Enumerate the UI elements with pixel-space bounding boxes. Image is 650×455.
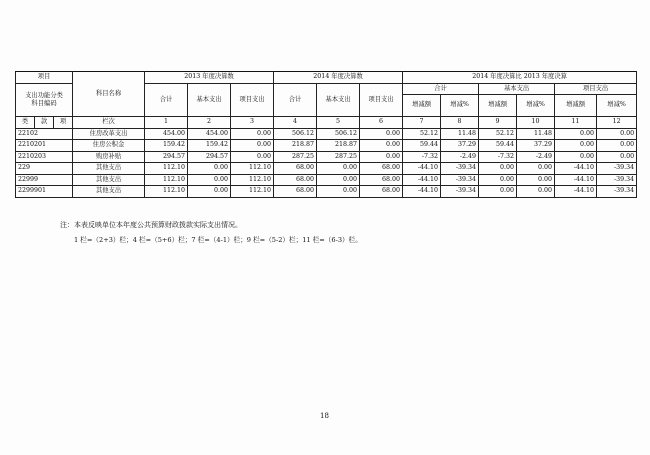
- header-2013-basic: 基本支出: [188, 84, 231, 117]
- row-value-cell: 454.00: [145, 128, 188, 140]
- row-value-cell: 287.25: [274, 151, 317, 163]
- header-compare-group: 2014 年度决算比 2013 年度决算: [403, 72, 637, 84]
- row-value-cell: 68.00: [274, 174, 317, 186]
- header-incr-pct-total: 增减%: [441, 95, 479, 117]
- header-incr-pct-basic: 增减%: [517, 95, 555, 117]
- row-code: 22999: [16, 174, 73, 186]
- row-value-cell: 0.00: [555, 128, 597, 140]
- row-subject-name: 住房改革支出: [73, 128, 145, 140]
- header-kuan: 款: [35, 117, 54, 129]
- row-value-cell: -2.49: [441, 151, 479, 163]
- column-number-cell: 5: [317, 117, 360, 129]
- row-value-cell: 112.10: [145, 186, 188, 198]
- table-row: [16, 163, 637, 175]
- row-value-cell: 0.00: [231, 140, 274, 152]
- column-number-cell: 4: [274, 117, 317, 129]
- row-subject-name: 其他支出: [73, 174, 145, 186]
- column-number-cell: 9: [479, 117, 517, 129]
- row-value-cell: 37.29: [517, 140, 555, 152]
- header-incr-amount-project: 增减额: [555, 95, 597, 117]
- row-value-cell: 11.48: [517, 128, 555, 140]
- row-value-cell: 506.12: [317, 128, 360, 140]
- row-value-cell: 0.00: [188, 174, 231, 186]
- row-value-cell: 0.00: [317, 186, 360, 198]
- header-compare-basic: 基本支出: [479, 84, 555, 95]
- row-subject-name: 住房公积金: [73, 140, 145, 152]
- header-2014-group: 2014 年度决算数: [274, 72, 403, 84]
- row-value-cell: 159.42: [188, 140, 231, 152]
- row-value-cell: 0.00: [479, 163, 517, 175]
- row-value-cell: 0.00: [231, 151, 274, 163]
- column-number-cell: 10: [517, 117, 555, 129]
- row-value-cell: 0.00: [360, 128, 403, 140]
- row-value-cell: 68.00: [274, 186, 317, 198]
- row-value-cell: -7.32: [479, 151, 517, 163]
- row-value-cell: 287.25: [317, 151, 360, 163]
- row-value-cell: 68.00: [360, 163, 403, 175]
- header-compare-project: 项目支出: [555, 84, 637, 95]
- row-value-cell: 159.42: [145, 140, 188, 152]
- table-row: [16, 174, 637, 186]
- header-2013-group: 2013 年度决算数: [145, 72, 274, 84]
- column-number-cell: 3: [231, 117, 274, 129]
- row-value-cell: 0.00: [188, 163, 231, 175]
- row-value-cell: 294.57: [188, 151, 231, 163]
- row-value-cell: 0.00: [555, 151, 597, 163]
- row-value-cell: 454.00: [188, 128, 231, 140]
- row-value-cell: -39.34: [597, 186, 637, 198]
- row-value-cell: 68.00: [274, 163, 317, 175]
- table-row: [16, 186, 637, 198]
- row-value-cell: 294.57: [145, 151, 188, 163]
- row-value-cell: 218.87: [274, 140, 317, 152]
- header-xiang: 项: [54, 117, 73, 129]
- row-value-cell: 52.12: [479, 128, 517, 140]
- row-value-cell: 59.44: [403, 140, 441, 152]
- row-value-cell: -39.34: [597, 163, 637, 175]
- row-value-cell: -44.10: [403, 163, 441, 175]
- column-number-cell: 7: [403, 117, 441, 129]
- row-value-cell: 0.00: [317, 163, 360, 175]
- row-value-cell: 0.00: [317, 174, 360, 186]
- row-value-cell: -39.34: [441, 174, 479, 186]
- header-lei: 类: [16, 117, 35, 129]
- row-value-cell: -44.10: [555, 163, 597, 175]
- row-value-cell: 112.10: [231, 163, 274, 175]
- row-code: 2210201: [16, 140, 73, 152]
- column-number-cell: 1: [145, 117, 188, 129]
- header-incr-amount-total: 增减额: [403, 95, 441, 117]
- row-subject-name: 购房补贴: [73, 151, 145, 163]
- header-incr-pct-project: 增减%: [597, 95, 637, 117]
- row-value-cell: 0.00: [517, 163, 555, 175]
- row-value-cell: 0.00: [517, 174, 555, 186]
- page-number: 18: [320, 412, 329, 420]
- header-2014-project: 项目支出: [360, 84, 403, 117]
- column-number-cell: 11: [555, 117, 597, 129]
- row-subject-name: 其他支出: [73, 186, 145, 198]
- row-value-cell: 506.12: [274, 128, 317, 140]
- header-compare-total: 合计: [403, 84, 479, 95]
- table-note: 注：本表反映单位本年度公共预算财政拨款实际支出情况。: [60, 221, 242, 229]
- row-value-cell: -44.10: [555, 186, 597, 198]
- header-item: 项目: [16, 72, 73, 84]
- row-value-cell: 0.00: [360, 151, 403, 163]
- row-value-cell: 0.00: [517, 186, 555, 198]
- row-value-cell: 52.12: [403, 128, 441, 140]
- row-value-cell: 0.00: [597, 128, 637, 140]
- row-value-cell: -7.32: [403, 151, 441, 163]
- table-formula: 1 栏=（2+3）栏；4 栏=（5+6）栏；7 栏=（4-1）栏；9 栏=（5-2）栏；11 栏=（6-3）栏。: [74, 236, 362, 244]
- row-value-cell: -44.10: [403, 186, 441, 198]
- row-code: 2299901: [16, 186, 73, 198]
- budget-expenditure-table: [15, 71, 637, 198]
- header-col-label: 栏次: [73, 117, 145, 129]
- row-value-cell: 112.10: [231, 174, 274, 186]
- row-value-cell: 59.44: [479, 140, 517, 152]
- row-code: 229: [16, 163, 73, 175]
- row-value-cell: 37.29: [441, 140, 479, 152]
- row-value-cell: -39.34: [441, 163, 479, 175]
- column-number-cell: 2: [188, 117, 231, 129]
- row-code: 2210203: [16, 151, 73, 163]
- header-2014-total: 合计: [274, 84, 317, 117]
- table-row: [16, 128, 637, 140]
- row-value-cell: 0.00: [597, 140, 637, 152]
- table-row: [16, 140, 637, 152]
- row-value-cell: 0.00: [555, 140, 597, 152]
- row-value-cell: -44.10: [403, 174, 441, 186]
- table-row: [16, 151, 637, 163]
- row-value-cell: 0.00: [597, 151, 637, 163]
- column-number-cell: 12: [597, 117, 637, 129]
- header-2013-project: 项目支出: [231, 84, 274, 117]
- row-value-cell: 218.87: [317, 140, 360, 152]
- header-2013-total: 合计: [145, 84, 188, 117]
- header-incr-amount-basic: 增减额: [479, 95, 517, 117]
- row-value-cell: 11.48: [441, 128, 479, 140]
- row-value-cell: 0.00: [479, 186, 517, 198]
- row-value-cell: 68.00: [360, 174, 403, 186]
- row-value-cell: -44.10: [555, 174, 597, 186]
- column-number-cell: 8: [441, 117, 479, 129]
- row-value-cell: -39.34: [441, 186, 479, 198]
- row-value-cell: -39.34: [597, 174, 637, 186]
- row-value-cell: 0.00: [479, 174, 517, 186]
- row-value-cell: 0.00: [188, 186, 231, 198]
- row-value-cell: 0.00: [360, 140, 403, 152]
- row-value-cell: 0.00: [231, 128, 274, 140]
- header-func-code: 支出功能分类科目编码: [16, 84, 73, 117]
- row-value-cell: -2.49: [517, 151, 555, 163]
- row-value-cell: 112.10: [145, 163, 188, 175]
- row-subject-name: 其他支出: [73, 163, 145, 175]
- header-2014-basic: 基本支出: [317, 84, 360, 117]
- row-value-cell: 68.00: [360, 186, 403, 198]
- row-code: 22102: [16, 128, 73, 140]
- row-value-cell: 112.10: [231, 186, 274, 198]
- column-number-cell: 6: [360, 117, 403, 129]
- header-subject-name: 科目名称: [73, 72, 145, 117]
- row-value-cell: 112.10: [145, 174, 188, 186]
